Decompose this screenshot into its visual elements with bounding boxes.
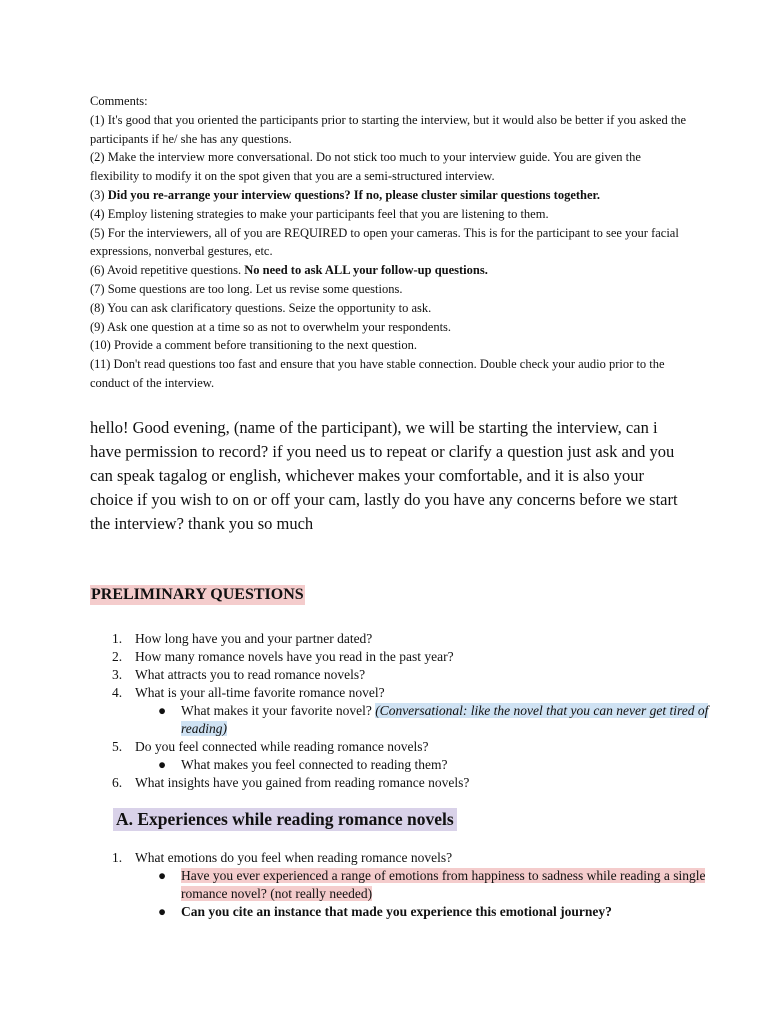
comment-10: (10) Provide a comment before transitioning to the next question. (90, 338, 418, 353)
comment-6-text: (6) Avoid repetitive questions. (90, 263, 245, 278)
question-text: How many romance novels have you read in the past year? (135, 649, 454, 664)
list-item (90, 774, 710, 792)
sub-question-text: Can you cite an instance that made you experience this emotional journey? (181, 904, 612, 919)
question-text: Do you feel connected while reading romance novels? (135, 739, 429, 754)
comment-6 (90, 261, 690, 280)
comment-3 (90, 186, 690, 205)
comments-heading: Comments: (90, 94, 148, 108)
comment-8: (8) You can ask clarificatory questions. Seize the opportunity to ask. (90, 300, 432, 315)
preliminary-heading: PRELIMINARY QUESTIONS (91, 586, 304, 603)
comment-3-bold: Did you re-arrange your interview questions? If no, please cluster similar questions together. (107, 187, 601, 202)
intro-script: hello! Good evening, (name of the participant), we will be starting the interview, can i have permission to record? if you need us to repeat or clarify a question just ask and you can speak tagalog or english, whichever makes your comfortable, and it is also your choice if you wish to on or off your cam, lastly do you have any concerns before we start the interview? thank you so much (90, 418, 678, 533)
list-item (90, 666, 710, 684)
sub-question-text: What makes it your favorite novel? (181, 703, 376, 718)
question-text: What insights have you gained from reading romance novels? (135, 775, 470, 790)
comment-11: (11) Don't read questions too fast and ensure that you have stable connection. Double check your audio prior to the conduct of the interview. (90, 357, 665, 390)
comment-3-number: (3) (90, 187, 108, 202)
comment-1: (1) It's good that you oriented the participants prior to starting the interview, but it would also be better if you asked the participants if he/ she has any questions. (90, 112, 687, 146)
comment-5: (5) For the interviewers, all of you are REQUIRED to open your cameras. This is for the participant to see your facial expressions, nonverbal gestures, etc. (90, 225, 679, 259)
item-number: 4. (112, 685, 123, 700)
comments-block (90, 92, 690, 393)
item-number: 1. (112, 631, 123, 646)
preliminary-list (90, 630, 710, 792)
comment-4: (4) Employ listening strategies to make your participants feel that you are listening to them. (90, 206, 549, 221)
comment-9: (9) Ask one question at a time so as not to overwhelm your respondents. (90, 319, 452, 334)
list-item (90, 648, 710, 666)
sub-list-item (90, 702, 710, 738)
question-text: How long have you and your partner dated? (135, 631, 373, 646)
comment-2: (2) Make the interview more conversational. Do not stick too much to your interview guide. You are given the flexibility to modify it on the spot given that you are a semi-structured interview. (90, 150, 641, 184)
item-number: 2. (112, 649, 123, 664)
bullet-icon: ● (158, 703, 167, 718)
item-number: 3. (112, 667, 123, 682)
sub-question-text: What makes you feel connected to reading them? (181, 757, 448, 772)
list-item (90, 738, 710, 756)
bullet-icon: ● (158, 757, 167, 772)
list-item (90, 684, 710, 702)
item-number: 5. (112, 739, 123, 754)
question-text: What emotions do you feel when reading romance novels? (135, 850, 453, 865)
sub-question-text: Have you ever experienced a range of emotions from happiness to sadness while reading a single romance novel? (not really needed) (181, 868, 706, 901)
item-number: 1. (112, 850, 123, 865)
question-text: What is your all-time favorite romance novel? (135, 685, 385, 700)
sub-list-item (90, 756, 710, 774)
conversational-note: (Conversational: like the novel that you can never get tired of reading) (181, 703, 709, 736)
bullet-icon: ● (158, 868, 167, 883)
section-a-heading: A. Experiences while reading romance novels (113, 808, 457, 831)
list-item (90, 630, 710, 648)
question-text: What attracts you to read romance novels? (135, 667, 366, 682)
item-number: 6. (112, 775, 123, 790)
section-a-list (90, 849, 710, 921)
comment-6-bold: No need to ask ALL your follow-up questions. (244, 263, 488, 278)
bullet-icon: ● (158, 904, 167, 919)
list-item (90, 849, 710, 867)
sub-list-item (90, 867, 710, 903)
comment-7: (7) Some questions are too long. Let us revise some questions. (90, 281, 403, 296)
sub-list-item (90, 903, 710, 921)
